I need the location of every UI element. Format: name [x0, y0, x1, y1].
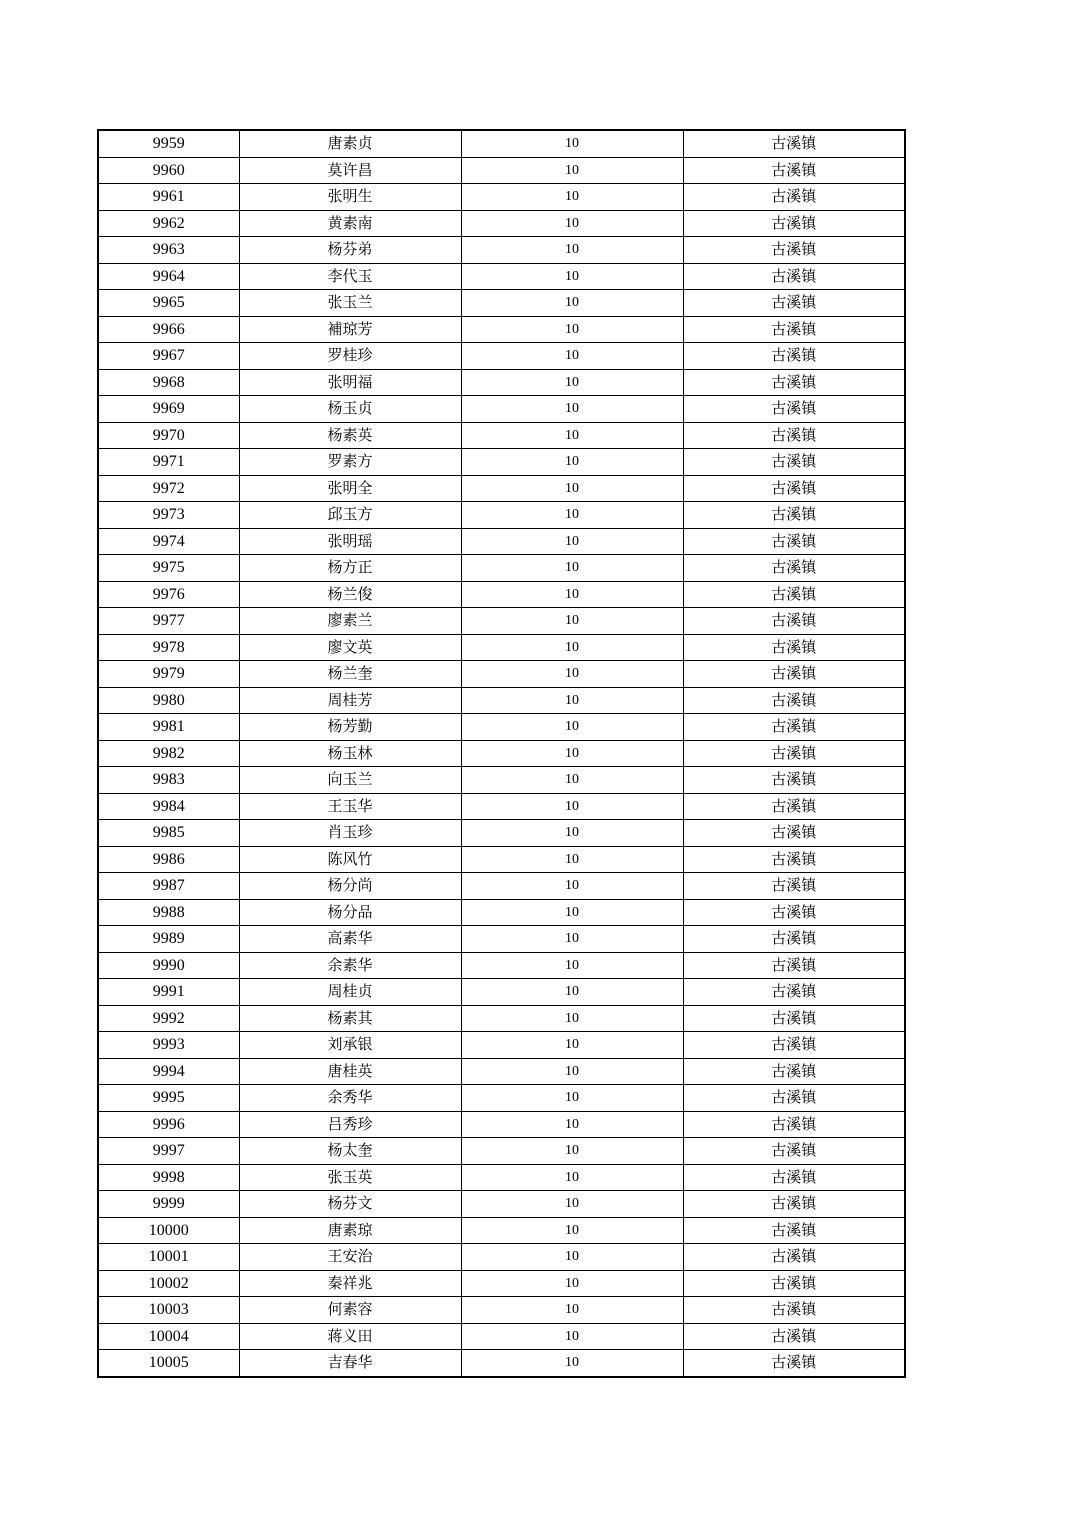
- cell-town: 古溪镇: [683, 528, 905, 555]
- cell-id: 9987: [98, 873, 239, 900]
- cell-id: 9963: [98, 237, 239, 264]
- cell-amount: 10: [461, 793, 683, 820]
- cell-town: 古溪镇: [683, 396, 905, 423]
- cell-amount: 10: [461, 661, 683, 688]
- cell-name: 秦祥兆: [239, 1270, 461, 1297]
- cell-id: 9974: [98, 528, 239, 555]
- cell-amount: 10: [461, 528, 683, 555]
- cell-name: 余素华: [239, 952, 461, 979]
- table-row: [98, 555, 905, 582]
- cell-amount: 10: [461, 290, 683, 317]
- cell-name: 吉春华: [239, 1350, 461, 1377]
- cell-town: 古溪镇: [683, 820, 905, 847]
- cell-amount: 10: [461, 396, 683, 423]
- cell-id: 9959: [98, 130, 239, 157]
- table-row: [98, 1058, 905, 1085]
- cell-name: 罗素方: [239, 449, 461, 476]
- cell-name: 杨兰奎: [239, 661, 461, 688]
- cell-amount: 10: [461, 581, 683, 608]
- cell-town: 古溪镇: [683, 1138, 905, 1165]
- cell-amount: 10: [461, 1323, 683, 1350]
- cell-town: 古溪镇: [683, 740, 905, 767]
- cell-id: 9967: [98, 343, 239, 370]
- cell-town: 古溪镇: [683, 1111, 905, 1138]
- cell-name: 補琼芳: [239, 316, 461, 343]
- cell-id: 9992: [98, 1005, 239, 1032]
- cell-name: 张明生: [239, 184, 461, 211]
- table-row: [98, 343, 905, 370]
- table-row: [98, 1350, 905, 1377]
- cell-name: 唐素贞: [239, 130, 461, 157]
- cell-amount: 10: [461, 926, 683, 953]
- cell-name: 罗桂珍: [239, 343, 461, 370]
- cell-town: 古溪镇: [683, 1270, 905, 1297]
- cell-id: 9969: [98, 396, 239, 423]
- cell-name: 杨太奎: [239, 1138, 461, 1165]
- cell-amount: 10: [461, 899, 683, 926]
- table-row: [98, 1111, 905, 1138]
- cell-id: 9985: [98, 820, 239, 847]
- cell-id: 9973: [98, 502, 239, 529]
- cell-name: 杨素英: [239, 422, 461, 449]
- table-row: [98, 157, 905, 184]
- cell-id: 9979: [98, 661, 239, 688]
- cell-town: 古溪镇: [683, 1323, 905, 1350]
- cell-name: 杨方正: [239, 555, 461, 582]
- cell-name: 杨玉贞: [239, 396, 461, 423]
- cell-name: 黄素南: [239, 210, 461, 237]
- cell-town: 古溪镇: [683, 581, 905, 608]
- table-row: [98, 422, 905, 449]
- cell-id: 9983: [98, 767, 239, 794]
- cell-town: 古溪镇: [683, 846, 905, 873]
- cell-name: 廖素兰: [239, 608, 461, 635]
- cell-name: 唐素琼: [239, 1217, 461, 1244]
- cell-id: 9968: [98, 369, 239, 396]
- cell-amount: 10: [461, 767, 683, 794]
- cell-town: 古溪镇: [683, 316, 905, 343]
- cell-town: 古溪镇: [683, 873, 905, 900]
- cell-id: 9976: [98, 581, 239, 608]
- cell-id: 9978: [98, 634, 239, 661]
- cell-town: 古溪镇: [683, 157, 905, 184]
- cell-town: 古溪镇: [683, 899, 905, 926]
- cell-id: 9999: [98, 1191, 239, 1218]
- table-row: [98, 1138, 905, 1165]
- cell-town: 古溪镇: [683, 369, 905, 396]
- cell-town: 古溪镇: [683, 767, 905, 794]
- table-row: [98, 952, 905, 979]
- table-row: [98, 979, 905, 1006]
- cell-town: 古溪镇: [683, 1297, 905, 1324]
- cell-name: 陈风竹: [239, 846, 461, 873]
- cell-id: 9981: [98, 714, 239, 741]
- cell-name: 周桂贞: [239, 979, 461, 1006]
- cell-id: 9980: [98, 687, 239, 714]
- table-row: [98, 1297, 905, 1324]
- cell-id: 10004: [98, 1323, 239, 1350]
- cell-town: 古溪镇: [683, 555, 905, 582]
- cell-name: 杨分品: [239, 899, 461, 926]
- records-table: [97, 129, 906, 1378]
- cell-amount: 10: [461, 449, 683, 476]
- table-row: [98, 1270, 905, 1297]
- cell-amount: 10: [461, 1244, 683, 1271]
- cell-amount: 10: [461, 1138, 683, 1165]
- table-row: [98, 740, 905, 767]
- table-row: [98, 1164, 905, 1191]
- cell-amount: 10: [461, 979, 683, 1006]
- cell-name: 杨芬文: [239, 1191, 461, 1218]
- table-row: [98, 369, 905, 396]
- cell-name: 杨兰俊: [239, 581, 461, 608]
- table-row: [98, 926, 905, 953]
- cell-town: 古溪镇: [683, 210, 905, 237]
- cell-amount: 10: [461, 952, 683, 979]
- cell-town: 古溪镇: [683, 184, 905, 211]
- cell-town: 古溪镇: [683, 343, 905, 370]
- table-row: [98, 130, 905, 157]
- table-row: [98, 316, 905, 343]
- cell-amount: 10: [461, 1270, 683, 1297]
- cell-amount: 10: [461, 687, 683, 714]
- cell-town: 古溪镇: [683, 926, 905, 953]
- cell-town: 古溪镇: [683, 1244, 905, 1271]
- table-row: [98, 528, 905, 555]
- cell-id: 9998: [98, 1164, 239, 1191]
- table-row: [98, 1191, 905, 1218]
- table-row: [98, 687, 905, 714]
- cell-amount: 10: [461, 263, 683, 290]
- cell-id: 10000: [98, 1217, 239, 1244]
- cell-id: 9982: [98, 740, 239, 767]
- cell-name: 杨分尚: [239, 873, 461, 900]
- cell-id: 9965: [98, 290, 239, 317]
- cell-amount: 10: [461, 184, 683, 211]
- table-row: [98, 210, 905, 237]
- cell-town: 古溪镇: [683, 1032, 905, 1059]
- cell-amount: 10: [461, 1164, 683, 1191]
- cell-amount: 10: [461, 502, 683, 529]
- cell-id: 10005: [98, 1350, 239, 1377]
- table-row: [98, 634, 905, 661]
- cell-amount: 10: [461, 343, 683, 370]
- cell-town: 古溪镇: [683, 661, 905, 688]
- table-row: [98, 661, 905, 688]
- cell-name: 吕秀珍: [239, 1111, 461, 1138]
- table-row: [98, 502, 905, 529]
- cell-name: 杨芳勤: [239, 714, 461, 741]
- cell-town: 古溪镇: [683, 237, 905, 264]
- table-row: [98, 846, 905, 873]
- cell-id: 9986: [98, 846, 239, 873]
- cell-id: 9993: [98, 1032, 239, 1059]
- cell-amount: 10: [461, 714, 683, 741]
- cell-id: 10003: [98, 1297, 239, 1324]
- cell-amount: 10: [461, 157, 683, 184]
- table-row: [98, 263, 905, 290]
- cell-name: 肖玉珍: [239, 820, 461, 847]
- cell-id: 9990: [98, 952, 239, 979]
- cell-name: 向玉兰: [239, 767, 461, 794]
- table-row: [98, 820, 905, 847]
- cell-amount: 10: [461, 1297, 683, 1324]
- cell-town: 古溪镇: [683, 1217, 905, 1244]
- cell-town: 古溪镇: [683, 290, 905, 317]
- table-row: [98, 767, 905, 794]
- table-row: [98, 714, 905, 741]
- cell-name: 杨素其: [239, 1005, 461, 1032]
- cell-amount: 10: [461, 475, 683, 502]
- cell-name: 杨玉林: [239, 740, 461, 767]
- cell-amount: 10: [461, 316, 683, 343]
- cell-amount: 10: [461, 846, 683, 873]
- table-row: [98, 1085, 905, 1112]
- table-row: [98, 184, 905, 211]
- cell-amount: 10: [461, 1350, 683, 1377]
- cell-id: 9995: [98, 1085, 239, 1112]
- cell-name: 高素华: [239, 926, 461, 953]
- cell-name: 张明福: [239, 369, 461, 396]
- table-row: [98, 1217, 905, 1244]
- cell-name: 周桂芳: [239, 687, 461, 714]
- cell-id: 10001: [98, 1244, 239, 1271]
- cell-amount: 10: [461, 820, 683, 847]
- table-row: [98, 396, 905, 423]
- cell-name: 王安治: [239, 1244, 461, 1271]
- cell-name: 余秀华: [239, 1085, 461, 1112]
- cell-name: 何素容: [239, 1297, 461, 1324]
- table-row: [98, 475, 905, 502]
- cell-name: 张明瑶: [239, 528, 461, 555]
- cell-id: 9960: [98, 157, 239, 184]
- table-row: [98, 873, 905, 900]
- cell-amount: 10: [461, 555, 683, 582]
- cell-amount: 10: [461, 873, 683, 900]
- cell-amount: 10: [461, 1085, 683, 1112]
- cell-name: 王玉华: [239, 793, 461, 820]
- cell-town: 古溪镇: [683, 793, 905, 820]
- cell-name: 张玉英: [239, 1164, 461, 1191]
- cell-town: 古溪镇: [683, 608, 905, 635]
- cell-town: 古溪镇: [683, 422, 905, 449]
- cell-town: 古溪镇: [683, 634, 905, 661]
- cell-amount: 10: [461, 608, 683, 635]
- table-row: [98, 899, 905, 926]
- cell-name: 刘承银: [239, 1032, 461, 1059]
- cell-id: 9975: [98, 555, 239, 582]
- cell-amount: 10: [461, 1191, 683, 1218]
- cell-town: 古溪镇: [683, 263, 905, 290]
- cell-town: 古溪镇: [683, 1005, 905, 1032]
- cell-name: 莫许昌: [239, 157, 461, 184]
- cell-town: 古溪镇: [683, 449, 905, 476]
- cell-town: 古溪镇: [683, 714, 905, 741]
- cell-town: 古溪镇: [683, 687, 905, 714]
- cell-id: 9984: [98, 793, 239, 820]
- table-row: [98, 1323, 905, 1350]
- cell-town: 古溪镇: [683, 952, 905, 979]
- cell-amount: 10: [461, 1032, 683, 1059]
- table-row: [98, 290, 905, 317]
- cell-name: 张玉兰: [239, 290, 461, 317]
- cell-id: 9964: [98, 263, 239, 290]
- cell-id: 9991: [98, 979, 239, 1006]
- cell-town: 古溪镇: [683, 130, 905, 157]
- cell-town: 古溪镇: [683, 1164, 905, 1191]
- cell-amount: 10: [461, 369, 683, 396]
- cell-amount: 10: [461, 237, 683, 264]
- cell-id: 10002: [98, 1270, 239, 1297]
- cell-name: 蒋义田: [239, 1323, 461, 1350]
- cell-amount: 10: [461, 634, 683, 661]
- cell-id: 9994: [98, 1058, 239, 1085]
- cell-id: 9996: [98, 1111, 239, 1138]
- cell-town: 古溪镇: [683, 475, 905, 502]
- cell-id: 9988: [98, 899, 239, 926]
- table-row: [98, 1005, 905, 1032]
- cell-amount: 10: [461, 1005, 683, 1032]
- cell-town: 古溪镇: [683, 979, 905, 1006]
- cell-amount: 10: [461, 1111, 683, 1138]
- cell-id: 9966: [98, 316, 239, 343]
- cell-id: 9970: [98, 422, 239, 449]
- cell-id: 9977: [98, 608, 239, 635]
- cell-town: 古溪镇: [683, 1085, 905, 1112]
- cell-name: 邱玉方: [239, 502, 461, 529]
- cell-amount: 10: [461, 130, 683, 157]
- cell-name: 唐桂英: [239, 1058, 461, 1085]
- table-row: [98, 581, 905, 608]
- cell-town: 古溪镇: [683, 1191, 905, 1218]
- cell-id: 9961: [98, 184, 239, 211]
- cell-id: 9962: [98, 210, 239, 237]
- cell-id: 9997: [98, 1138, 239, 1165]
- cell-name: 廖文英: [239, 634, 461, 661]
- cell-name: 杨芬弟: [239, 237, 461, 264]
- records-table-body: [98, 130, 905, 1377]
- cell-id: 9972: [98, 475, 239, 502]
- cell-amount: 10: [461, 210, 683, 237]
- cell-amount: 10: [461, 1058, 683, 1085]
- cell-amount: 10: [461, 1217, 683, 1244]
- cell-id: 9971: [98, 449, 239, 476]
- cell-amount: 10: [461, 740, 683, 767]
- table-row: [98, 793, 905, 820]
- table-row: [98, 608, 905, 635]
- table-row: [98, 449, 905, 476]
- cell-name: 李代玉: [239, 263, 461, 290]
- cell-name: 张明全: [239, 475, 461, 502]
- cell-amount: 10: [461, 422, 683, 449]
- cell-town: 古溪镇: [683, 502, 905, 529]
- table-row: [98, 237, 905, 264]
- cell-id: 9989: [98, 926, 239, 953]
- cell-town: 古溪镇: [683, 1350, 905, 1377]
- cell-town: 古溪镇: [683, 1058, 905, 1085]
- table-row: [98, 1244, 905, 1271]
- table-row: [98, 1032, 905, 1059]
